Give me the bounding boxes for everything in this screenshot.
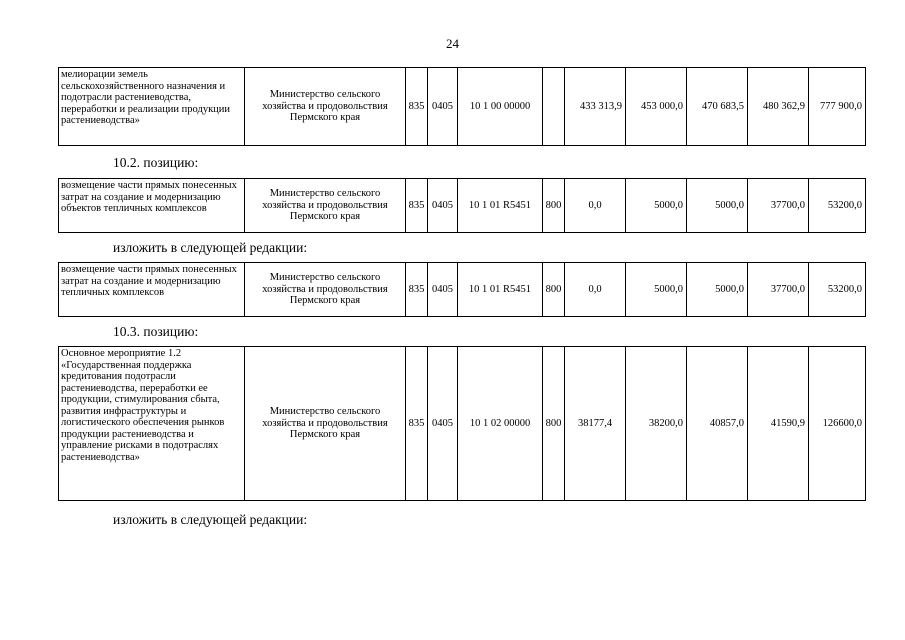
row-vr-code: 800 [543, 347, 565, 501]
row-value-5: 126600,0 [809, 347, 866, 501]
row-value-5: 53200,0 [809, 263, 866, 317]
budget-table-old-position [58, 178, 866, 233]
row-gr-code: 835 [406, 179, 428, 233]
row-ministry: Министерство сельского хозяйства и продовольствия Пермского края [245, 68, 406, 146]
budget-table-continuation [58, 67, 866, 146]
heading-position-10-2: 10.2. позицию: [113, 155, 199, 170]
row-value-3: 40857,0 [687, 347, 748, 501]
table-row [59, 68, 866, 146]
row-vr-code: 800 [543, 263, 565, 317]
row-value-1: 0,0 [565, 179, 626, 233]
row-vr-code: 800 [543, 179, 565, 233]
row-value-2: 453 000,0 [626, 68, 687, 146]
row-value-3: 470 683,5 [687, 68, 748, 146]
row-value-1: 433 313,9 [565, 68, 626, 146]
row-gr-code: 835 [406, 263, 428, 317]
row-value-4: 41590,9 [748, 347, 809, 501]
row-target-code: 10 1 01 R5451 [458, 179, 543, 233]
row-value-4: 480 362,9 [748, 68, 809, 146]
row-value-5: 53200,0 [809, 179, 866, 233]
row-section-code: 0405 [428, 263, 458, 317]
row-value-1: 38177,4 [565, 347, 626, 501]
row-target-code: 10 1 00 00000 [458, 68, 543, 146]
row-name: возмещение части прямых понесенных затрат на создание и модернизацию объектов тепличных комплексов [59, 179, 245, 233]
row-section-code: 0405 [428, 347, 458, 501]
row-gr-code: 835 [406, 68, 428, 146]
budget-table-new-position [58, 262, 866, 317]
heading-position-10-3: 10.3. позицию: [113, 324, 199, 339]
heading-edit-instruction: изложить в следующей редакции: [113, 240, 308, 255]
row-value-2: 5000,0 [626, 179, 687, 233]
row-value-5: 777 900,0 [809, 68, 866, 146]
row-gr-code: 835 [406, 347, 428, 501]
row-vr-code [543, 68, 565, 146]
row-target-code: 10 1 01 R5451 [458, 263, 543, 317]
table-row [59, 179, 866, 233]
row-target-code: 10 1 02 00000 [458, 347, 543, 501]
row-ministry: Министерство сельского хозяйства и продовольствия Пермского края [245, 179, 406, 233]
heading-edit-instruction: изложить в следующей редакции: [113, 512, 308, 527]
row-section-code: 0405 [428, 68, 458, 146]
row-value-2: 38200,0 [626, 347, 687, 501]
row-value-4: 37700,0 [748, 263, 809, 317]
budget-table-main-activity [58, 346, 866, 501]
row-section-code: 0405 [428, 179, 458, 233]
row-name: возмещение части прямых понесенных затрат на создание и модернизацию тепличных комплексов [59, 263, 245, 317]
row-value-2: 5000,0 [626, 263, 687, 317]
table-row [59, 263, 866, 317]
row-value-1: 0,0 [565, 263, 626, 317]
page-number: 24 [446, 36, 459, 51]
row-ministry: Министерство сельского хозяйства и продовольствия Пермского края [245, 263, 406, 317]
row-ministry: Министерство сельского хозяйства и продовольствия Пермского края [245, 347, 406, 501]
row-name: мелиорации земель сельскохозяйственного назначения и подотрасли растениеводства, переработки и реализации продукции растениеводства» [59, 68, 245, 146]
table-row [59, 347, 866, 501]
row-value-3: 5000,0 [687, 263, 748, 317]
row-value-4: 37700,0 [748, 179, 809, 233]
row-name: Основное мероприятие 1.2 «Государственная поддержка кредитования подотрасли растениеводства, переработки ее продукции, стимулирования сбыта, развития инфраструктуры и логистического обеспечения рынков продукции растениеводства и управление рисками в подотраслях растениеводства» [59, 347, 245, 501]
row-value-3: 5000,0 [687, 179, 748, 233]
